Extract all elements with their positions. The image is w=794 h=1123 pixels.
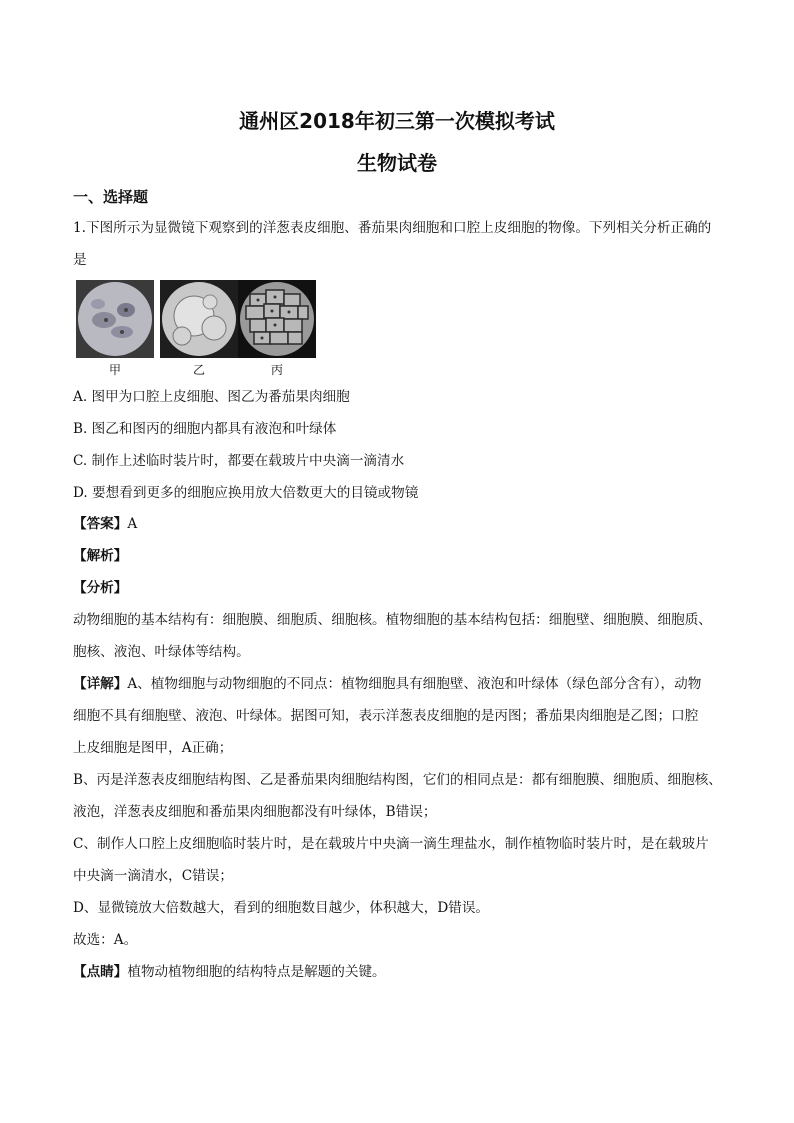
fenxi-line1: 动物细胞的基本结构有：细胞膜、细胞质、细胞核。植物细胞的基本结构包括：细胞壁、细胞膜、细胞质、 bbox=[73, 612, 712, 628]
figure-bing-image bbox=[238, 280, 316, 358]
c-explain-line2: 中央滴一滴清水，C错误； bbox=[73, 868, 233, 884]
detail-tag: 【详解】 bbox=[73, 676, 128, 692]
figure-label-jia: 甲 bbox=[108, 363, 121, 377]
dianjing-text: 植物动植物细胞的结构特点是解题的关键。 bbox=[127, 964, 386, 980]
detail-line2: 细胞不具有细胞壁、液泡、叶绿体。据图可知，表示洋葱表皮细胞的是丙图；番茄果肉细胞是乙图；口腔 bbox=[73, 708, 699, 724]
answer-tag: 【答案】 bbox=[73, 516, 128, 532]
b-explain-line2: 液泡，洋葱表皮细胞和番茄果肉细胞都没有叶绿体，B错误； bbox=[73, 804, 437, 820]
b-explain-line1: B、丙是洋葱表皮细胞结构图、乙是番茄果肉细胞结构图，它们的相同点是：都有细胞膜、细胞质、细胞核、 bbox=[73, 772, 722, 788]
d-explain-line1: D、显微镜放大倍数越大，看到的细胞数目越少，体积越大，D错误。 bbox=[73, 900, 490, 916]
detail-line1 bbox=[73, 675, 701, 693]
figure-jia-image bbox=[76, 280, 154, 358]
fenxi-line2: 胞核、液泡、叶绿体等结构。 bbox=[73, 644, 250, 660]
option-c: C. 制作上述临时装片时，都要在载玻片中央滴一滴清水 bbox=[73, 453, 405, 469]
option-d: D. 要想看到更多的细胞应换用放大倍数更大的目镜或物镜 bbox=[73, 485, 419, 501]
page-title: 通州区2018年初三第一次模拟考试 bbox=[239, 109, 555, 133]
option-b: B. 图乙和图丙的细胞内都具有液泡和叶绿体 bbox=[73, 421, 337, 437]
question-stem-line1: 1.下图所示为显微镜下观察到的洋葱表皮细胞、番茄果肉细胞和口腔上皮细胞的物像。下列相关分析正确的 bbox=[73, 220, 712, 236]
figure-label-yi: 乙 bbox=[192, 363, 205, 377]
analysis-tag: 【解析】 bbox=[73, 548, 128, 564]
question-stem-line2: 是 bbox=[73, 252, 87, 268]
figure-label-bing: 丙 bbox=[270, 363, 283, 377]
final-choice: 故选：A。 bbox=[73, 932, 138, 948]
figure-yi-image bbox=[160, 280, 238, 358]
option-a: A. 图甲为口腔上皮细胞、图乙为番茄果肉细胞 bbox=[73, 389, 350, 405]
microscope-figure bbox=[76, 280, 316, 375]
fenxi-tag: 【分析】 bbox=[73, 580, 128, 596]
dianjing-tag: 【点睛】 bbox=[73, 964, 128, 980]
detail-line3: 上皮细胞是图甲，A正确； bbox=[73, 740, 233, 756]
page-subtitle: 生物试卷 bbox=[357, 151, 437, 175]
section-heading: 一、选择题 bbox=[73, 188, 149, 206]
answer-value: A bbox=[127, 516, 138, 532]
answer-line bbox=[73, 515, 137, 533]
dianjing-line bbox=[73, 963, 386, 981]
c-explain-line1: C、制作人口腔上皮细胞临时装片时，是在载玻片中央滴一滴生理盐水，制作植物临时装片时，是在载玻片 bbox=[73, 836, 709, 852]
detail-text1: A、植物细胞与动物细胞的不同点：植物细胞具有细胞壁、液泡和叶绿体（绿色部分含有），动物 bbox=[127, 676, 702, 692]
